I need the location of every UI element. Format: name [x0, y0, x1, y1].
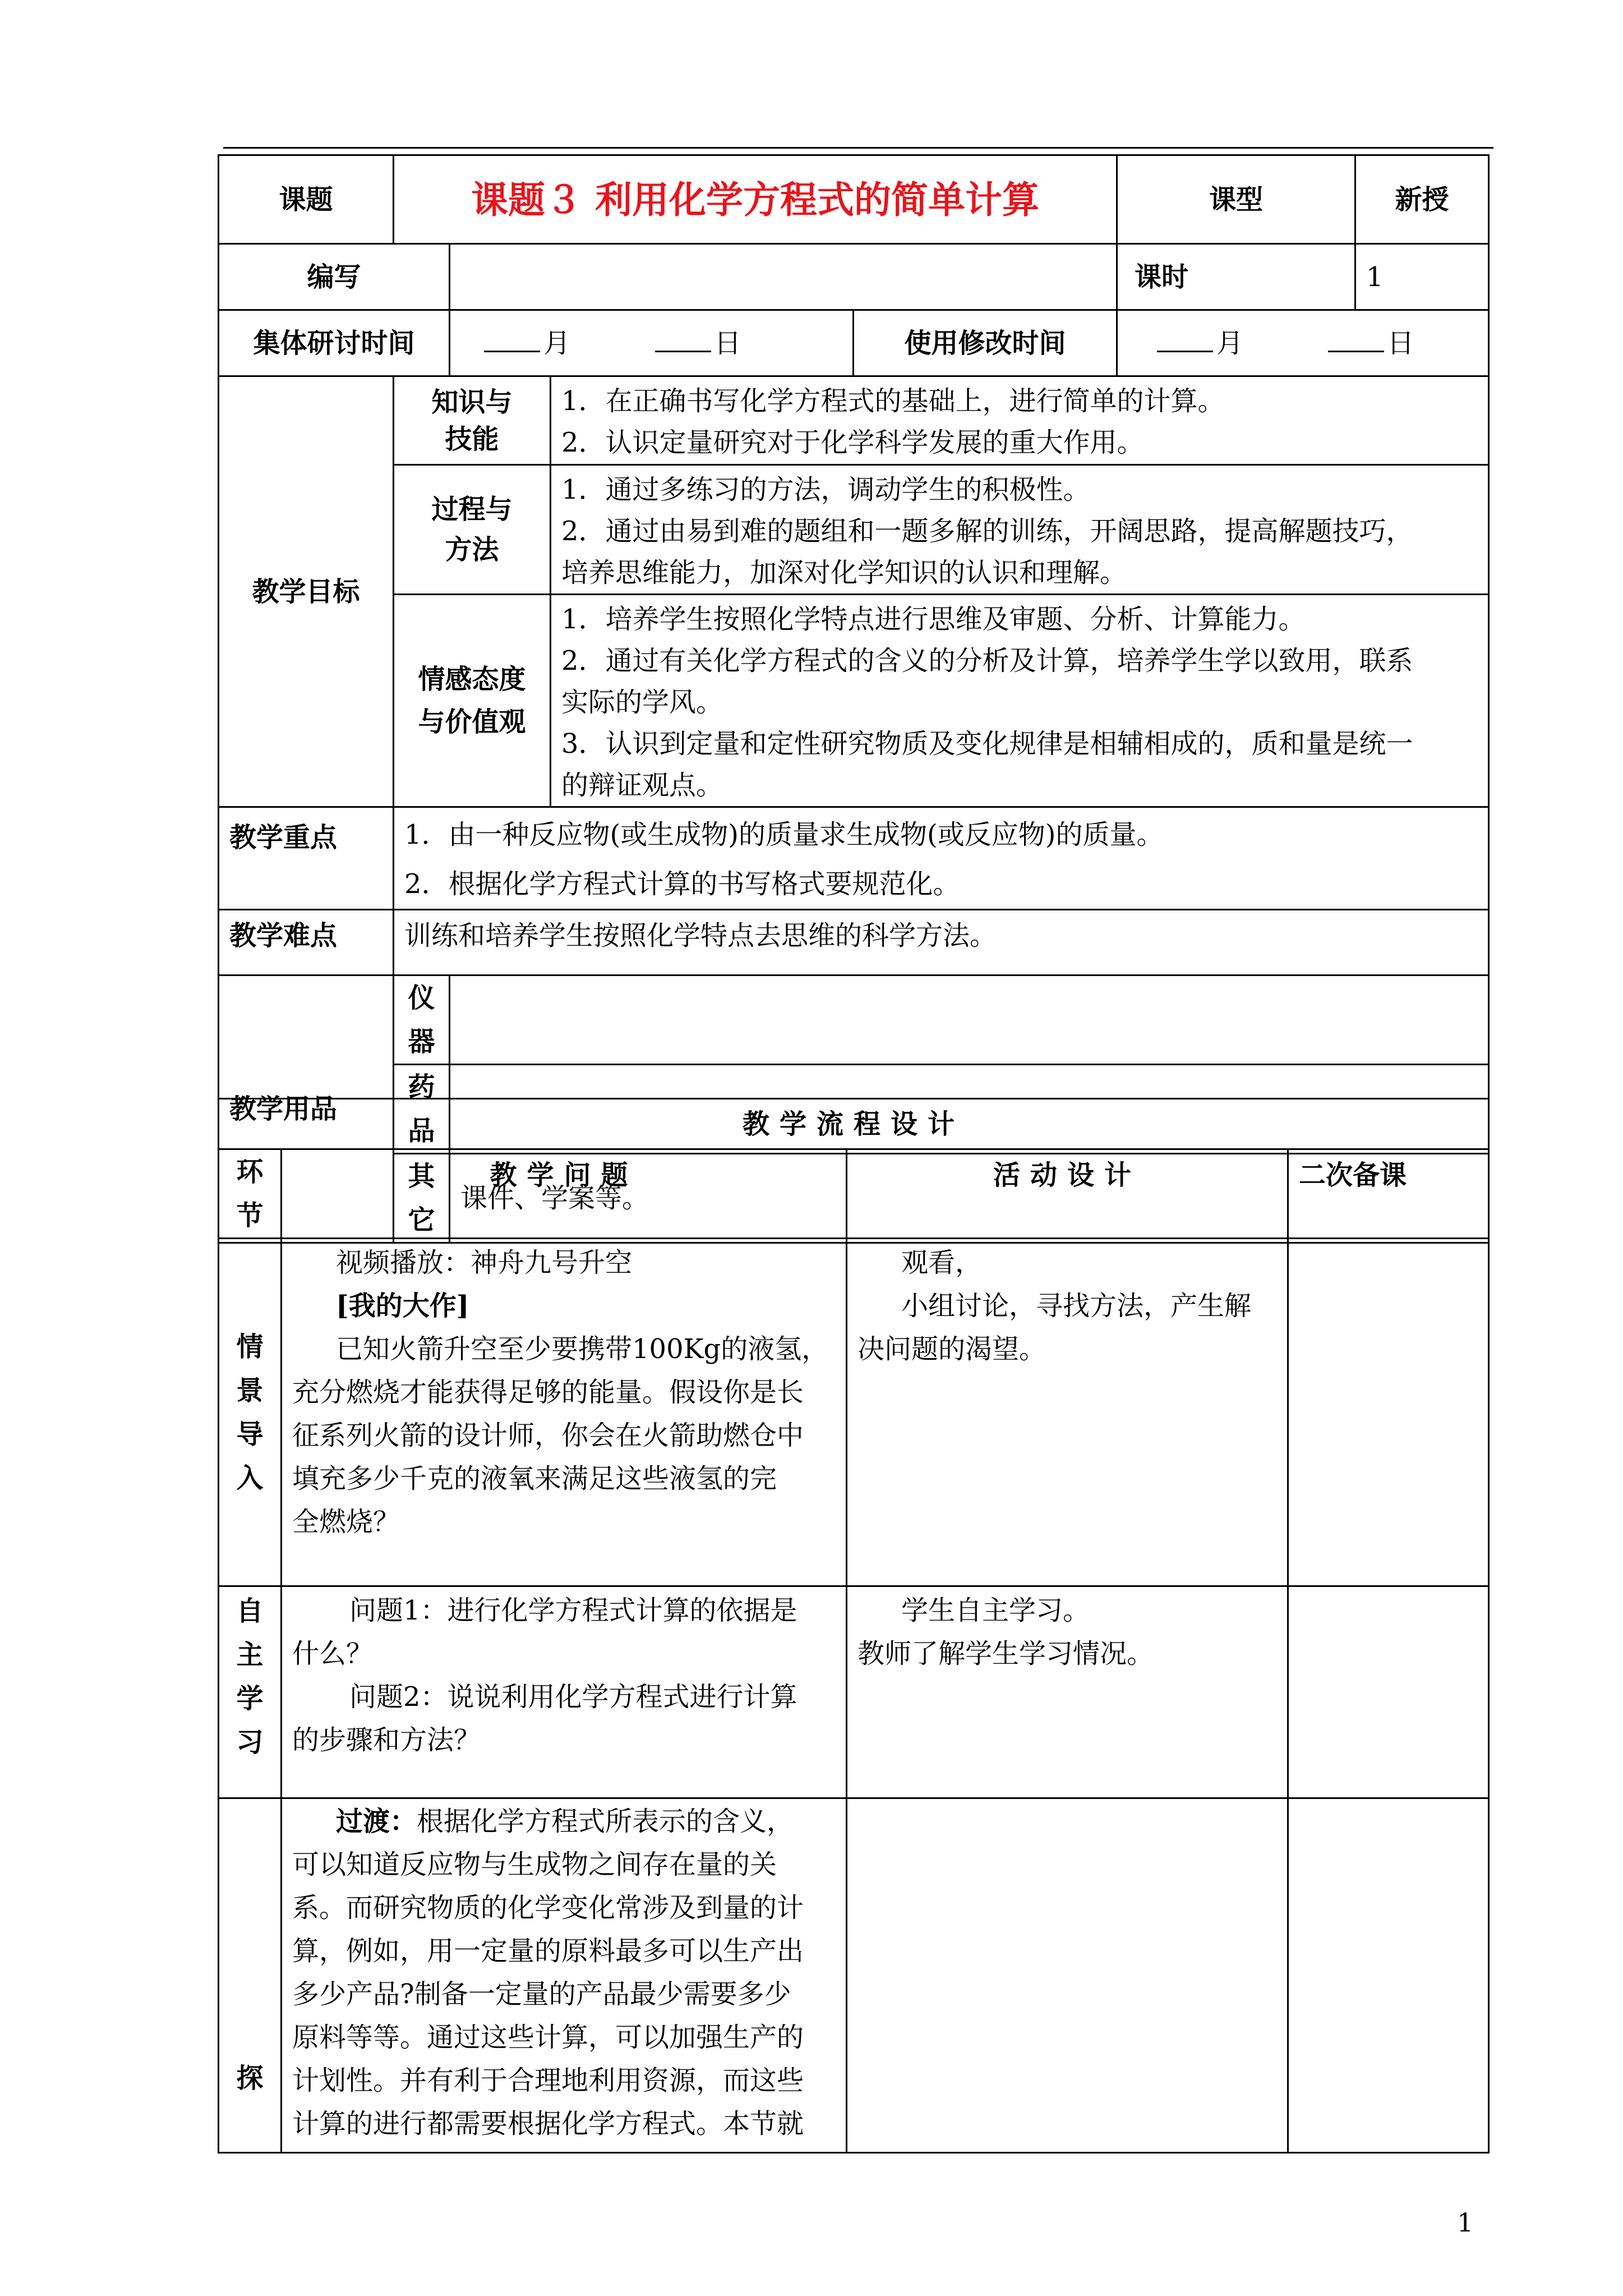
table-row	[219, 1586, 1489, 1798]
author-value[interactable]	[450, 244, 1117, 310]
period-label: 课时	[1117, 244, 1355, 310]
process-goals: 1．通过多练习的方法，调动学生的积极性。 2．通过由易到难的题组和一题多解的训练，开阔思路，提高解题技巧， 培养思维能力，加深对化学知识的认识和理解。	[551, 465, 1489, 595]
transition-label: 过渡：	[336, 1806, 417, 1837]
author-table	[218, 243, 1490, 311]
stage-cell: 探	[219, 1798, 282, 2153]
col-notes-header: 二次备课	[1288, 1149, 1489, 1239]
table-row	[219, 1798, 1489, 2153]
revise-time-value[interactable]	[1117, 310, 1489, 376]
instruments-label: 仪器	[394, 976, 450, 1065]
day-blank	[1328, 324, 1384, 352]
day-label: 日	[714, 327, 741, 359]
problem-cell: 视频播放：神舟九号升空 [我的大作] 已知火箭升空至少要携带100Kg的液氢， 充分燃烧才能获得足够的能量。假设你是长 征系列火箭的设计师，你会在火箭助燃仓中 填充多少千克的液氧来满足这些液氢的完 全燃烧？	[282, 1239, 847, 1586]
supplies-label: 教学用品	[219, 976, 394, 1243]
month-label: 月	[1216, 327, 1244, 359]
stage-cell: 情 景 导 入	[219, 1239, 282, 1586]
other-label: 其它	[394, 1154, 450, 1243]
emotion-label: 情感态度 与价值观	[394, 595, 551, 807]
knowledge-goals: 1．在正确书写化学方程式的基础上，进行简单的计算。 2．认识定量研究对于化学科学发展的重大作用。	[551, 376, 1489, 465]
emotion-goals: 1．培养学生按照化学特点进行思维及审题、分析、计算能力。 2．通过有关化学方程式的含义的分析及计算，培养学生学以致用，联系 实际的学风。 3．认识到定量和定性研究物质及变化规律是相辅相成的，质和量是统一 的辩证观点。	[551, 595, 1489, 807]
research-time-label: 集体研讨时间	[219, 310, 450, 376]
difficulty-text: 训练和培养学生按照化学特点去思维的科学方法。	[394, 910, 1489, 976]
day-label: 日	[1387, 327, 1414, 359]
notes-cell[interactable]	[1288, 1239, 1489, 1586]
key-points-label: 教学重点	[219, 807, 394, 910]
revise-time-label: 使用修改时间	[854, 310, 1117, 376]
type-label: 课型	[1117, 155, 1355, 244]
month-label: 月	[543, 327, 571, 359]
month-blank	[1157, 324, 1213, 352]
notes-cell[interactable]	[1288, 1798, 1489, 2153]
activity-cell[interactable]	[847, 1798, 1288, 2153]
lesson-title: 课题３ 利用化学方程式的简单计算	[394, 155, 1117, 244]
page-number: 1	[1457, 2207, 1474, 2238]
process-label: 过程与 方法	[394, 465, 551, 595]
objectives-label: 教学目标	[219, 376, 394, 807]
header-rule	[223, 147, 1493, 149]
table-row	[219, 1239, 1489, 1586]
col-activity-header: 活动设计	[847, 1149, 1288, 1239]
schedule-table	[218, 309, 1490, 377]
notes-cell[interactable]	[1288, 1586, 1489, 1798]
day-blank	[655, 324, 711, 352]
activity-cell: 观看， 小组讨论，寻找方法，产生解 决问题的渴望。	[847, 1239, 1288, 1586]
month-blank	[484, 324, 540, 352]
drugs-label: 药品	[394, 1065, 450, 1154]
problem-cell: 问题1：进行化学方程式计算的依据是 什么？ 问题2：说说利用化学方程式进行计算 的步骤和方法？	[282, 1586, 847, 1798]
period-value[interactable]: 1	[1355, 244, 1489, 310]
flow-title: 教学流程设计	[219, 1099, 1489, 1149]
problem-cell: 过渡：根据化学方程式所表示的含义， 可以知道反应物与生成物之间存在量的关 系。而研究物质的化学变化常涉及到量的计 算，例如，用一定量的原料最多可以生产出 多少产品?制备一定量的产品最少需要多少 原料等等。通过这些计算，可以加强生产的 计划性。并有利于合理地利用资源，而这些 计算的进行都需要根据化学方程式。本节就	[282, 1798, 847, 2153]
other-value[interactable]: 课件、学案等。	[450, 1154, 1489, 1243]
stage-cell: 自 主 学 习	[219, 1586, 282, 1798]
lesson-header-table	[218, 154, 1490, 245]
instruments-value[interactable]	[450, 976, 1489, 1065]
teaching-flow-table	[218, 1098, 1490, 2154]
author-label: 编写	[219, 244, 450, 310]
col-stage-header: 环 节	[219, 1149, 282, 1239]
knowledge-label: 知识与 技能	[394, 376, 551, 465]
activity-cell: 学生自主学习。 教师了解学生学习情况。	[847, 1586, 1288, 1798]
key-points: 1．由一种反应物(或生成物)的质量求生成物(或反应物)的质量。 2．根据化学方程式计算的书写格式要规范化。	[394, 807, 1489, 910]
research-time-value[interactable]	[450, 310, 854, 376]
type-value: 新授	[1355, 155, 1489, 244]
col-problem-header: 教学问题	[282, 1149, 847, 1239]
topic-label: 课题	[219, 155, 394, 244]
difficulty-label: 教学难点	[219, 910, 394, 976]
